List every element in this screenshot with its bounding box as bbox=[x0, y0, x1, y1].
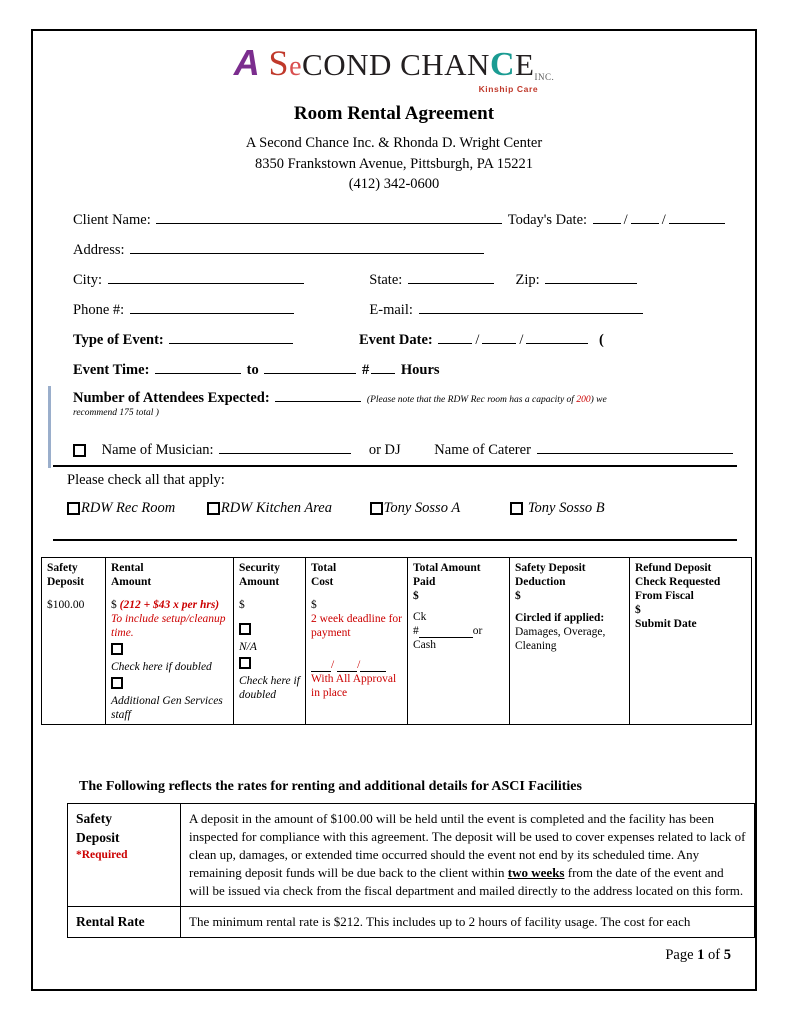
logo-text-chan: CHAN bbox=[400, 47, 490, 82]
rental-amount-note: To include setup/cleanup time. bbox=[111, 613, 226, 640]
option-tony-sosso-a[interactable] bbox=[370, 500, 461, 517]
table-row bbox=[68, 804, 755, 907]
refund-header-l3: From Fiscal bbox=[635, 590, 694, 603]
caterer-label: Name of Caterer bbox=[434, 442, 531, 458]
rates-text-emphasis: two weeks bbox=[507, 864, 565, 880]
rates-text-safety-deposit bbox=[181, 804, 755, 907]
logo-tagline: Kinship Care bbox=[478, 83, 539, 94]
divider-line-1 bbox=[53, 465, 737, 467]
logo-letter-e2: E bbox=[515, 47, 535, 82]
total-cost-header-l1: Total bbox=[311, 562, 337, 574]
company-logo bbox=[33, 42, 755, 97]
event-date-year-input[interactable] bbox=[526, 329, 588, 344]
page-label-pre: Page bbox=[665, 947, 698, 963]
security-doubled-label: Check here if doubled bbox=[239, 675, 300, 702]
table-row bbox=[42, 558, 752, 725]
logo-graphic bbox=[233, 42, 555, 94]
refund-submit-date-label: Submit Date bbox=[635, 618, 697, 631]
deduction-header-l1: Safety Deposit bbox=[515, 562, 586, 574]
rdw-kitchen-area-label: RDW Kitchen Area bbox=[220, 500, 332, 516]
rental-amount-dollar: $ bbox=[111, 599, 117, 612]
logo-letter-e: e bbox=[289, 51, 303, 82]
tony-sosso-b-label: Tony Sosso B bbox=[527, 500, 605, 516]
todays-date-month-input[interactable] bbox=[593, 209, 621, 224]
client-name-input[interactable] bbox=[156, 209, 502, 224]
total-paid-check-number-input[interactable] bbox=[419, 626, 473, 638]
event-time-end-input[interactable] bbox=[264, 359, 356, 374]
type-of-event-input[interactable] bbox=[169, 329, 293, 344]
rates-key-safety-deposit bbox=[68, 804, 181, 907]
divider-line-2 bbox=[53, 539, 737, 541]
tony-sosso-a-checkbox[interactable] bbox=[370, 502, 383, 515]
logo-text-cond: COND bbox=[302, 47, 392, 82]
attendees-input[interactable] bbox=[275, 387, 361, 402]
attendees-note-pre: (Please note that the RDW Rec room has a capacity of bbox=[366, 395, 577, 405]
table-row bbox=[68, 906, 755, 938]
musician-caterer-row bbox=[73, 439, 735, 459]
email-input[interactable] bbox=[419, 299, 643, 314]
security-na-label: N/A bbox=[239, 641, 257, 654]
todays-date-day-input[interactable] bbox=[631, 209, 659, 224]
zip-input[interactable] bbox=[545, 269, 637, 284]
cell-total-amount-paid bbox=[408, 558, 510, 725]
page-total: 5 bbox=[723, 947, 731, 963]
revision-change-bar bbox=[48, 386, 51, 468]
deduction-circled-label: Circled if applied: bbox=[515, 612, 605, 625]
apply-heading: Please check all that apply: bbox=[67, 472, 225, 488]
room-options-row bbox=[67, 500, 735, 517]
logo-letter-s: S bbox=[268, 43, 290, 83]
safety-deposit-header-l2: Deposit bbox=[47, 576, 85, 589]
attendees-section bbox=[73, 387, 735, 418]
attendees-label: Number of Attendees Expected: bbox=[73, 390, 270, 406]
cell-refund-deposit bbox=[630, 558, 752, 725]
event-date-paren: ( bbox=[599, 332, 604, 348]
rental-amount-formula-line bbox=[111, 598, 229, 612]
security-na-checkbox[interactable] bbox=[239, 623, 251, 635]
total-cost-dollar: $ bbox=[311, 599, 317, 612]
date-slash-2: / bbox=[661, 212, 666, 228]
logo-inc-text: INC. bbox=[534, 72, 555, 82]
cell-total-cost bbox=[306, 558, 408, 725]
rental-doubled-checkbox[interactable] bbox=[111, 643, 123, 655]
security-amount-header-l1: Security bbox=[239, 562, 280, 574]
total-paid-check-number-row bbox=[413, 624, 505, 638]
rental-amount-formula: (212 + $43 x per hrs) bbox=[119, 599, 220, 612]
row-event-type-date bbox=[73, 329, 731, 359]
attendees-capacity-value: 200 bbox=[576, 395, 591, 405]
rates-text-part-b: from the date of the event and will be issued via check from the fiscal department and mailed directly to the address located on this form. bbox=[189, 864, 744, 898]
cell-safety-deposit bbox=[42, 558, 106, 725]
page-title: Room Rental Agreement bbox=[293, 103, 495, 124]
todays-date-label: Today's Date: bbox=[507, 212, 588, 228]
page-current: 1 bbox=[697, 947, 705, 963]
total-cost-date-blanks[interactable]: / / bbox=[311, 658, 403, 672]
rdw-kitchen-area-checkbox[interactable] bbox=[207, 502, 220, 515]
city-label: City: bbox=[73, 272, 103, 288]
caterer-input[interactable] bbox=[537, 439, 733, 454]
total-paid-header-l2: Paid bbox=[413, 576, 436, 589]
todays-date-year-input[interactable] bbox=[669, 209, 725, 224]
total-paid-dollar: $ bbox=[413, 590, 419, 603]
form-fields bbox=[73, 209, 731, 389]
total-paid-or: or bbox=[472, 625, 483, 638]
phone-label: Phone #: bbox=[73, 302, 125, 318]
rdw-rec-room-label: RDW Rec Room bbox=[81, 500, 176, 516]
row-client-name bbox=[73, 209, 731, 239]
rates-detail-table bbox=[67, 803, 755, 938]
row-address bbox=[73, 239, 731, 269]
logo-spacer bbox=[260, 47, 268, 82]
event-date-month-input[interactable] bbox=[438, 329, 472, 344]
security-amount-dollar: $ bbox=[239, 599, 245, 612]
address-input[interactable] bbox=[130, 239, 484, 254]
rates-key2-line1: Rental Rate bbox=[76, 913, 145, 929]
rates-text2-part-a: The minimum rental rate is $212. This includes up to 2 hours of facility usage. The cost for each bbox=[189, 913, 691, 929]
deduction-items: Damages, Overage, Cleaning bbox=[515, 626, 606, 653]
payment-summary-table bbox=[41, 557, 752, 725]
tony-sosso-b-checkbox[interactable] bbox=[510, 502, 523, 515]
event-date-label: Event Date: bbox=[359, 332, 433, 348]
rates-required-badge: *Required bbox=[76, 849, 128, 862]
rental-amount-header-l2: Amount bbox=[111, 576, 152, 589]
attendees-note-post: ) we bbox=[590, 395, 607, 405]
document-page bbox=[31, 29, 757, 991]
total-paid-ck-label: Ck bbox=[413, 611, 427, 624]
type-of-event-label: Type of Event: bbox=[73, 332, 164, 348]
musician-checkbox[interactable] bbox=[73, 444, 86, 457]
musician-label: Name of Musician: bbox=[101, 442, 214, 458]
row-event-time bbox=[73, 359, 731, 389]
rates-key-line2: Deposit bbox=[76, 829, 120, 845]
event-date-slash-2: / bbox=[519, 332, 524, 348]
safety-deposit-header-l1: Safety bbox=[47, 562, 78, 574]
refund-header-l1: Refund Deposit bbox=[635, 562, 712, 574]
street-address: 8350 Frankstown Avenue, Pittsburgh, PA 15221 bbox=[254, 155, 534, 172]
organization-address-block bbox=[33, 133, 755, 195]
deduction-header-l2: Deduction bbox=[515, 576, 566, 589]
attendees-note bbox=[367, 395, 607, 405]
event-time-to-label: to bbox=[246, 362, 259, 378]
state-input[interactable] bbox=[408, 269, 494, 284]
attendees-note-line2: recommend 175 total ) bbox=[73, 408, 159, 418]
rates-text-rental-rate bbox=[181, 906, 755, 938]
event-time-hash: # bbox=[362, 362, 370, 378]
rental-gen-services-label: Additional Gen Services staff bbox=[111, 695, 223, 722]
option-tony-sosso-b[interactable] bbox=[510, 500, 605, 517]
rental-doubled-label: Check here if doubled bbox=[111, 661, 212, 674]
address-label: Address: bbox=[73, 242, 125, 258]
security-doubled-checkbox[interactable] bbox=[239, 657, 251, 669]
security-amount-header-l2: Amount bbox=[239, 576, 280, 589]
total-paid-header-l1: Total Amount bbox=[413, 562, 481, 574]
deduction-dollar: $ bbox=[515, 590, 521, 603]
cell-security-amount bbox=[234, 558, 306, 725]
logo-spacer2 bbox=[392, 47, 400, 82]
total-cost-approval-note: With All Approval in place bbox=[311, 673, 397, 700]
page-label-mid: of bbox=[704, 947, 724, 963]
safety-deposit-value: $100.00 bbox=[47, 599, 85, 612]
cell-rental-amount bbox=[106, 558, 234, 725]
organization-name: A Second Chance Inc. & Rhonda D. Wright Center bbox=[245, 135, 543, 151]
date-slash-1: / bbox=[623, 212, 628, 228]
option-rdw-kitchen-area[interactable] bbox=[207, 500, 332, 517]
rates-section-heading: The Following reflects the rates for renting and additional details for ASCI Facilities bbox=[79, 779, 582, 794]
event-time-label: Event Time: bbox=[73, 362, 150, 378]
cell-safety-deposit-deduction bbox=[510, 558, 630, 725]
row-city-state-zip bbox=[73, 269, 731, 299]
logo-letter-c-teal: C bbox=[489, 46, 516, 83]
refund-header-l2: Check Requested bbox=[635, 576, 721, 589]
option-rdw-rec-room[interactable] bbox=[67, 500, 175, 517]
zip-label: Zip: bbox=[515, 272, 540, 288]
row-phone-email bbox=[73, 299, 731, 329]
rates-text-part-a: A deposit in the amount of $100.00 will be held until the event is completed and the facility has been inspected for compliance with this agreement. The deposit will be used to cover expenses related to lack of clean up, damages, or extended time occurred should the event not end by its scheduled time. Any remaining deposit funds will be due back to the client within bbox=[189, 811, 746, 880]
tony-sosso-a-label: Tony Sosso A bbox=[383, 500, 461, 516]
city-input[interactable] bbox=[108, 269, 304, 284]
page-number-footer bbox=[665, 947, 731, 964]
client-name-label: Client Name: bbox=[73, 212, 151, 228]
event-date-slash-1: / bbox=[475, 332, 480, 348]
state-label: State: bbox=[369, 272, 403, 288]
rates-key-rental-rate bbox=[68, 906, 181, 938]
rental-gen-services-checkbox[interactable] bbox=[111, 677, 123, 689]
event-time-hours-label: Hours bbox=[400, 362, 440, 378]
logo-letter-a: A bbox=[233, 42, 261, 83]
rdw-rec-room-checkbox[interactable] bbox=[67, 502, 80, 515]
email-label: E-mail: bbox=[369, 302, 413, 318]
musician-input[interactable] bbox=[219, 439, 351, 454]
rates-key-line1: Safety bbox=[76, 811, 112, 826]
total-paid-hash: # bbox=[413, 625, 419, 638]
total-cost-header-l2: Cost bbox=[311, 576, 334, 589]
total-cost-deadline: 2 week deadline for payment bbox=[311, 613, 403, 640]
refund-dollar: $ bbox=[635, 604, 641, 617]
event-date-day-input[interactable] bbox=[482, 329, 516, 344]
phone-input[interactable] bbox=[130, 299, 294, 314]
total-paid-cash-label: Cash bbox=[413, 639, 436, 652]
rental-amount-header-l1: Rental bbox=[111, 562, 144, 574]
or-dj-label: or DJ bbox=[368, 442, 401, 458]
phone-number: (412) 342-0600 bbox=[348, 176, 440, 193]
event-time-hours-input[interactable] bbox=[371, 359, 395, 374]
event-time-start-input[interactable] bbox=[155, 359, 241, 374]
